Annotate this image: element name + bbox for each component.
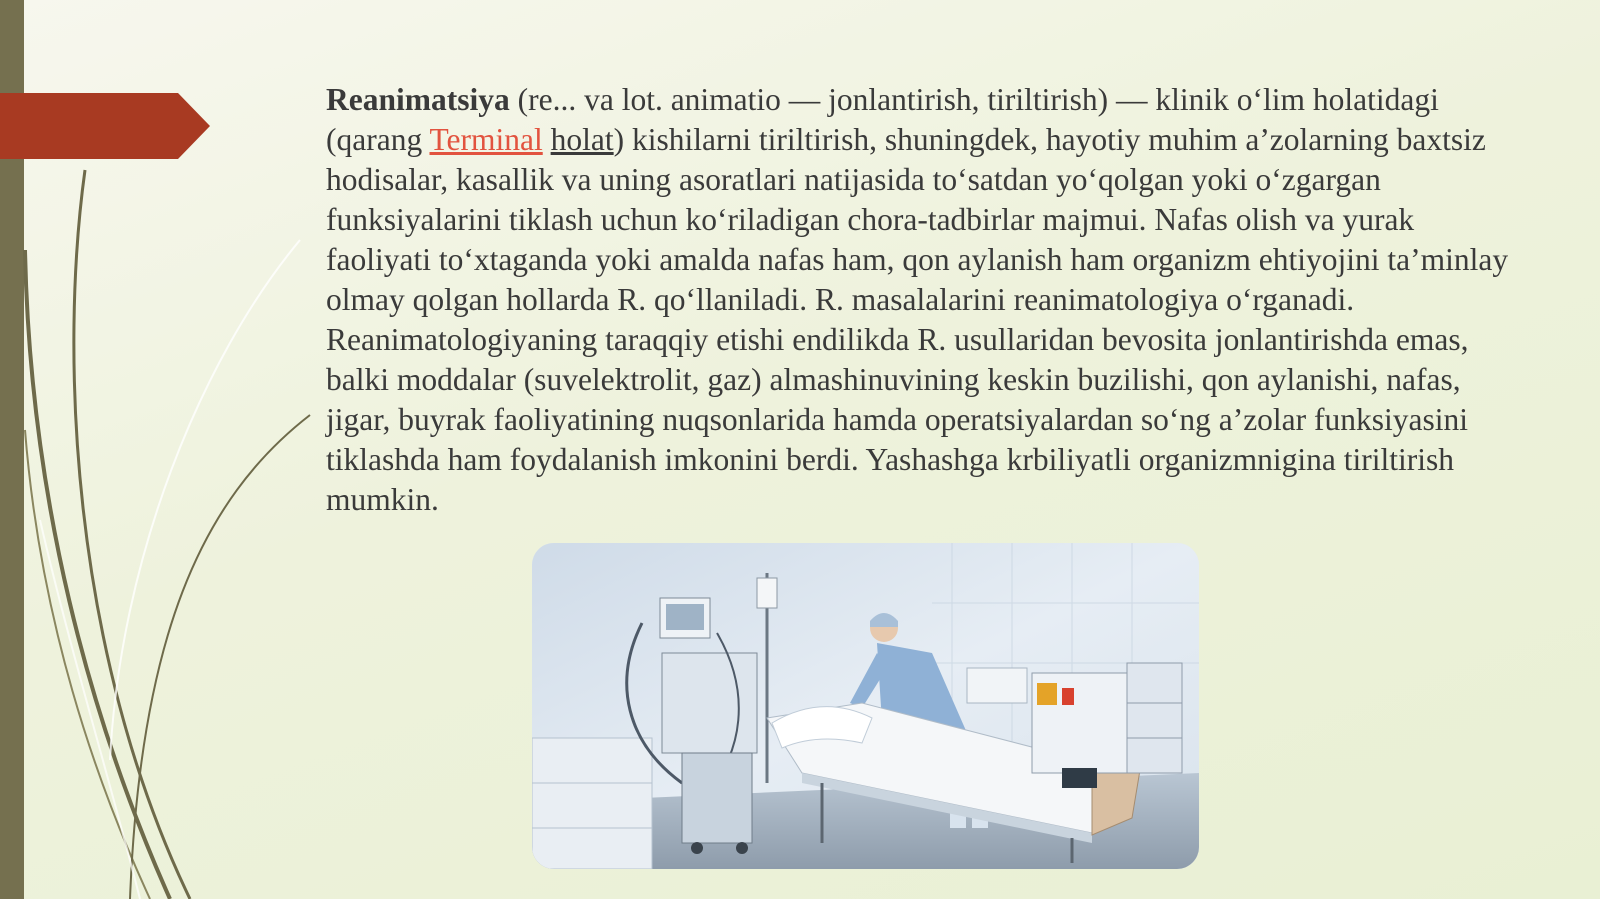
term-heading: Reanimatsiya (326, 82, 510, 117)
holat-link[interactable]: holat (550, 122, 614, 157)
photo-illustration (532, 543, 1199, 869)
icu-room-photo (532, 543, 1199, 869)
terminal-link[interactable]: Terminal (429, 122, 543, 157)
red-arrow-shape (0, 93, 210, 159)
body-paragraph (326, 80, 1516, 520)
link-space (543, 122, 551, 157)
paragraph-text-intro: (re... va lot. animatio — jonlantirish, tiriltirish) — klinik oʻlim holatidagi (qarang (326, 82, 1439, 157)
paragraph-text-main: ) kishilarni tiriltirish, shuningdek, hayotiy muhim aʼzolarning baxtsiz hodisalar, kasallik va uning asoratlari natijasida toʻsatdan yoʻqolgan yoki oʻzgargan funksiyalarini tiklash uchun koʻriladigan chora-tadbirlar majmui. Nafas olish va yurak faoliyati toʻxtaganda yoki amalda nafas ham, qon aylanish ham organizm ehtiyojini taʼminlay olmay qolgan hollarda R. qoʻllaniladi. R. masalalarini reanimatologiya oʻrganadi. Reanimatologiyaning taraqqiy etishi endilikda R. usullaridan bevosita jonlantirishda emas, balki moddalar (suvelektrolit, gaz) almashinuvining keskin buzilishi, qon aylanishi, nafas, jigar, buyrak faoliyatining nuqsonlarida hamda operatsiyalardan soʻng aʼzolar funksiyasini tiklashda ham foydalanish imkonini berdi. Yashashga krbiliyatli organizmnigina tiriltirish mumkin. (326, 122, 1509, 517)
